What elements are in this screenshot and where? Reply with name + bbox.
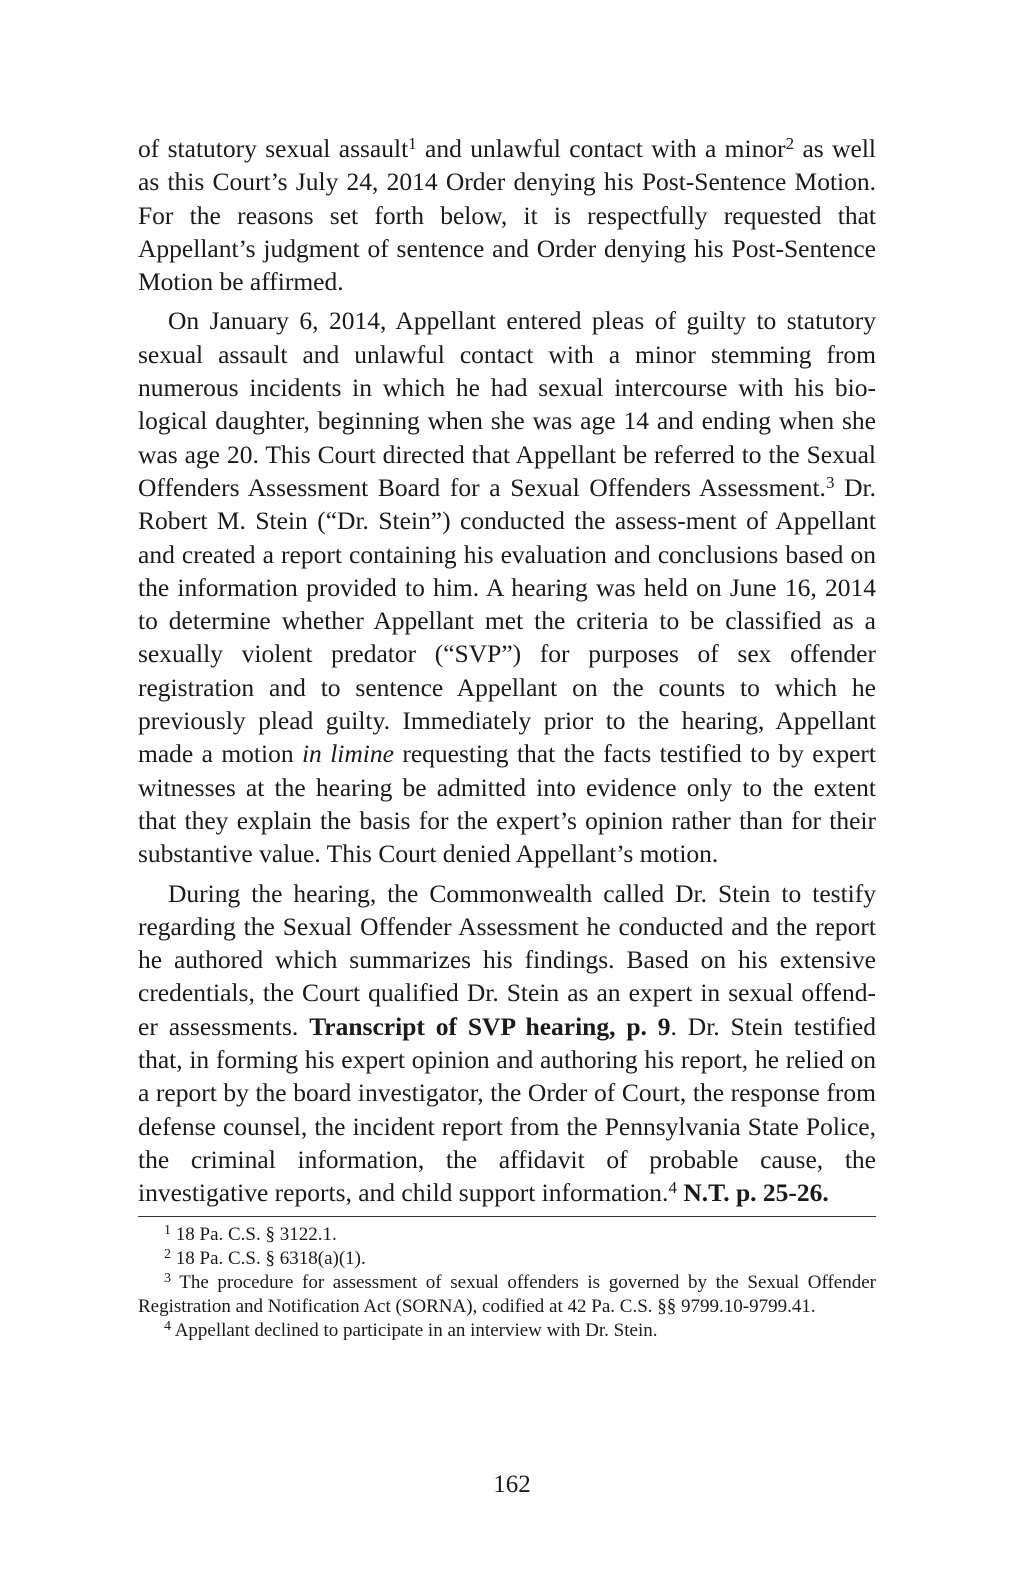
p2-italic-term: in limine — [301, 739, 394, 769]
footnote-divider — [138, 1216, 876, 1217]
footnote-1 — [138, 1223, 876, 1247]
page-number: 162 — [493, 1471, 531, 1498]
footnotes-section — [138, 1223, 876, 1343]
footnote-marker: 2 — [164, 1246, 171, 1262]
p1-text-3: as well as this Court’s July 24, 2014 Order denying his Post-Sentence Motion. For the reasons set forth below, it is respectfully requested that Appellant’s judgment of sentence and Order denying his Post-Sentence Motion be affirmed. — [138, 134, 876, 297]
paragraph-3 — [138, 877, 876, 1210]
footnote-ref-4: 4 — [668, 1178, 677, 1198]
p3-text-2: . Dr. Stein testified that, in forming his expert opinion and authoring his report, he relied on a report by the board investigator, the Order of Court, the response from defense counsel, the incident report from the Pennsylvania State Police, the criminal information, the affidavit of probable cause, the investigative reports, and child support information. — [138, 1011, 876, 1208]
footnote-marker: 4 — [164, 1318, 171, 1334]
footnote-text: 18 Pa. C.S. § 6318(a)(1). — [171, 1247, 366, 1269]
footnote-3 — [138, 1271, 876, 1319]
footnote-4 — [138, 1319, 876, 1343]
footnote-text: 18 Pa. C.S. § 3122.1. — [171, 1223, 337, 1245]
paragraph-1 — [138, 132, 876, 298]
footnote-ref-1: 1 — [408, 134, 417, 153]
citation-nt: N.T. p. 25-26. — [683, 1178, 829, 1208]
footnote-marker: 1 — [164, 1222, 171, 1238]
p2-text-2: Dr. Robert M. Stein (“Dr. Stein”) conducted the assess-ment of Appellant and created a report containing his evaluation and conclusions based on the information provided to him. A hearing was held on June 16, 2014 to determine whether Appellant met the criteria to be classified as a sexually violent predator (“SVP”) for purposes of sex offender registration and to sentence Appellant on the counts to which he previously plead guilty. Immediately prior to the hearing, Appellant made a motion — [138, 472, 876, 769]
footnote-ref-2: 2 — [785, 134, 795, 153]
footnote-marker: 3 — [164, 1270, 171, 1286]
footnote-text: Appellant declined to participate in an interview with Dr. Stein. — [171, 1319, 658, 1341]
paragraph-2 — [138, 304, 876, 870]
p1-text-2: and unlawful contact with a minor — [416, 134, 786, 163]
document-page — [138, 132, 876, 1343]
p1-text-1: of statutory sexual assault — [138, 134, 409, 163]
footnote-2 — [138, 1247, 876, 1271]
p3-text-1: During the hearing, the Commonwealth called Dr. Stein to testify regarding the Sexual Offender Assessment he conducted and the report he authored which summarizes his findings. Based on his extensive credentials, the Court qualified Dr. Stein as an expert in sexual offend-er assessments. — [138, 878, 876, 1041]
footnote-text: The procedure for assessment of sexual offenders is governed by the Sexual Offender Registration and Notification Act (SORNA), codified at 42 Pa. C.S. §§ 9799.10-9799.41. — [138, 1271, 876, 1317]
p2-text-3: requesting that the facts testified to by expert witnesses at the hearing be admitted into evidence only to the extent that they explain the basis for the expert’s opinion rather than for their substantive value. This Court denied Appellant’s motion. — [138, 739, 876, 869]
p2-text-1: On January 6, 2014, Appellant entered pleas of guilty to statutory sexual assault and unlawful contact with a minor stemming from numerous incidents in which he had sexual intercourse with his bio-logical daughter, beginning when she was age 14 and ending when she was age 20. This Court directed that Appellant be referred to the Sexual Offenders Assessment Board for a Sexual Offenders Assessment. — [138, 306, 876, 502]
footnote-ref-3: 3 — [825, 472, 835, 492]
citation-transcript: Transcript of SVP hearing, p. 9 — [309, 1011, 671, 1041]
